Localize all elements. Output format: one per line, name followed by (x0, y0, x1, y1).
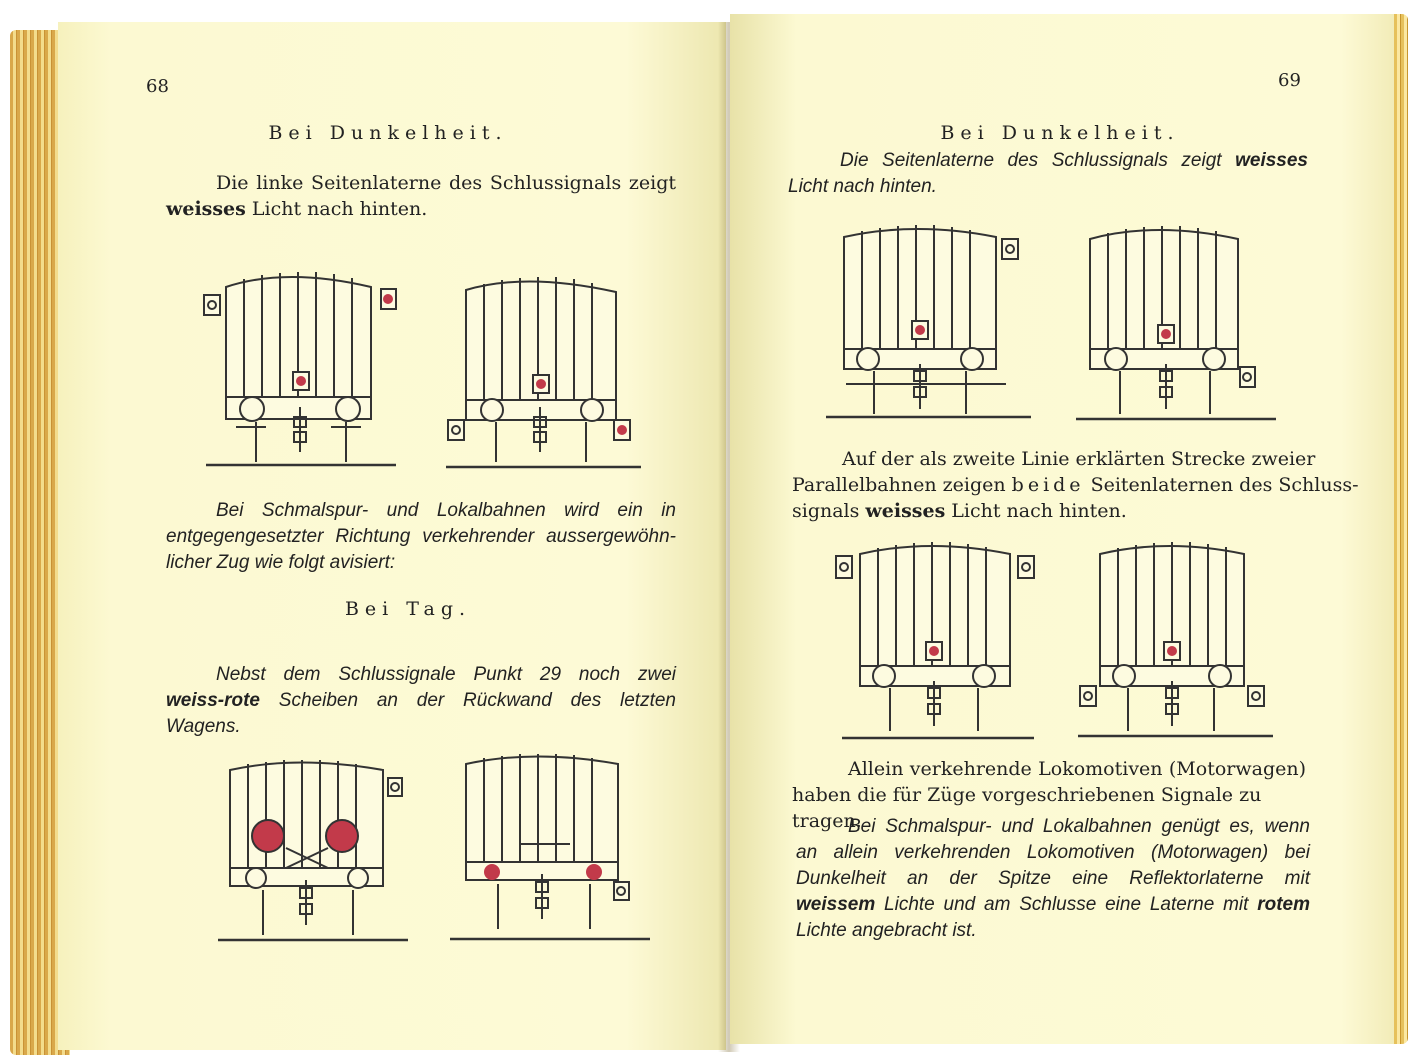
text-line: Auf der als zweite Linie erklärten Strecke zweier (842, 448, 1316, 470)
text-line (166, 196, 676, 222)
bold-word: weisses (166, 198, 246, 220)
wagon-figure-2 (446, 252, 646, 462)
wagon-figure-8 (1078, 536, 1288, 746)
bold-word: weisses (865, 500, 946, 522)
text-line: Allein verkehrende Lokomotiven (Motorwagen) (848, 758, 1306, 780)
text-line: Nebst dem Schlussignale Punkt 29 noch zwei (216, 664, 676, 685)
spaced-word: beide (1011, 474, 1085, 496)
heading-dark: Bei Dunkelheit. (268, 122, 508, 144)
paragraph-schmalspur-right (796, 814, 1310, 944)
text-line (796, 892, 1310, 918)
wagon-figure-3 (218, 740, 418, 940)
text-line (788, 148, 1308, 174)
heading-dark: Bei Dunkelheit. (940, 122, 1180, 144)
wagon-figure-6 (1076, 219, 1286, 429)
text-line: entgegengesetzter Richtung verkehrender aussergewöhn- (166, 526, 676, 547)
text-line: Lichte angebracht ist. (796, 920, 977, 941)
page-number: 68 (146, 76, 169, 97)
page-number: 69 (1278, 70, 1301, 91)
text-line: haben die für Züge vorgeschriebenen Signale zu tragen. (792, 784, 1262, 832)
wagon-figure-4 (450, 734, 660, 939)
wagon-figure-5 (826, 219, 1036, 429)
text-span: signals (792, 500, 866, 522)
paragraph-parallel (792, 446, 1359, 524)
text-line (166, 688, 676, 714)
text-span: Scheiben an der Rückwand des letzten (259, 690, 676, 711)
text-line: Dunkelheit an der Spitze eine Reflektorlaterne mit (796, 868, 1310, 889)
wagon-figure-7 (834, 536, 1044, 746)
text-line: an allein verkehrenden Lokomotiven (Motorwagen) bei (796, 842, 1310, 863)
text-line: Bei Schmalspur- und Lokalbahnen wird ein in (216, 500, 676, 521)
paragraph-schmalspur-left (166, 498, 676, 576)
wagon-figure-1 (196, 247, 396, 457)
text-line (792, 498, 1306, 524)
text-span: Lichte und am Schlusse eine Laterne mit (875, 894, 1258, 915)
text-line: Bei Schmalspur- und Lokalbahnen genügt es, wenn (848, 816, 1310, 837)
text-line: Wagens. (166, 716, 241, 737)
text-line (792, 472, 1359, 498)
text-span: Seitenlaternen des Schluss- (1084, 474, 1359, 496)
bold-word: weiss-rote (166, 690, 260, 711)
left-page (58, 22, 726, 1050)
paragraph-day (166, 662, 676, 740)
text-line: Die linke Seitenlaterne des Schlussignals zeigt (216, 172, 676, 194)
text-line: licher Zug wie folgt avisiert: (166, 552, 396, 573)
bold-word: rotem (1257, 894, 1310, 915)
right-page (730, 14, 1394, 1044)
text-span: Licht nach hinten. (945, 500, 1127, 522)
heading-day: Bei Tag. (344, 598, 472, 620)
text-span: Licht nach hinten. (245, 198, 428, 220)
bold-word: weisses (1235, 150, 1308, 171)
text-span: Parallelbahnen zeigen (792, 474, 1012, 496)
text-line: Licht nach hinten. (788, 176, 937, 197)
paragraph-dark-left (166, 170, 676, 222)
paragraph-dark-right (788, 148, 1308, 200)
bold-word: weissem (796, 894, 876, 915)
text-span: Die Seitenlaterne des Schlussignals zeigt (840, 150, 1236, 171)
